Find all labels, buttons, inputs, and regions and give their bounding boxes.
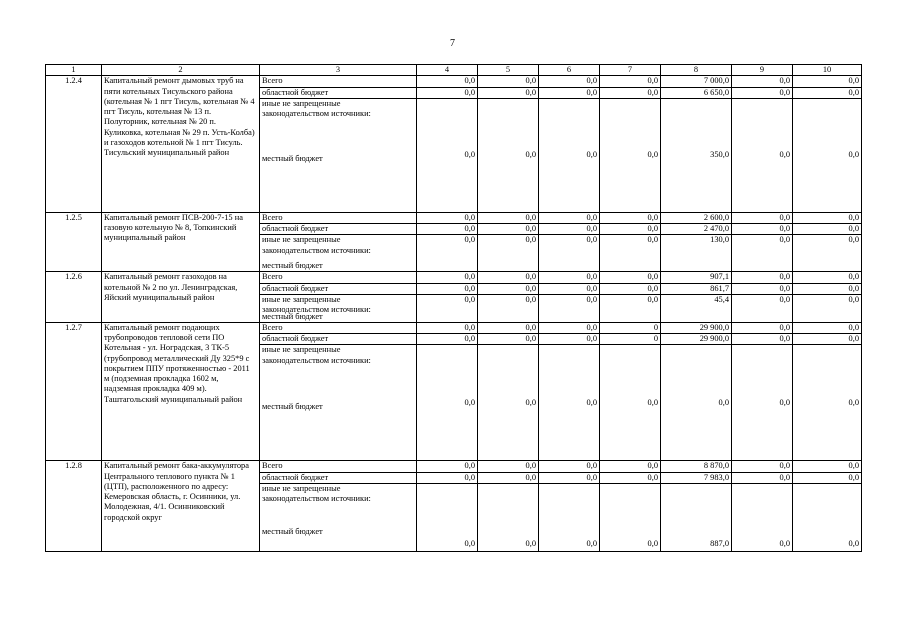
table-row xyxy=(46,322,862,333)
source-local-label: местный бюджет xyxy=(262,526,323,536)
value-cell: 0,0 xyxy=(478,472,539,483)
source-other-line: иные не запрещенные xyxy=(262,345,341,355)
value-cell: 0,0 xyxy=(478,235,539,272)
header-cell: 4 xyxy=(417,65,478,76)
value-cell: 0,0 xyxy=(539,322,600,333)
value-cell: 0,0 xyxy=(732,235,793,272)
value-cell: 0,0 xyxy=(732,294,793,322)
value-cell: 0,0 xyxy=(478,461,539,472)
value-cell: 0,0 xyxy=(417,461,478,472)
value-cell: 0,0 xyxy=(600,283,661,294)
value-cell: 0,0 xyxy=(793,345,862,461)
source-other-line: законодательством источники: xyxy=(262,355,371,365)
value-cell: 0,0 xyxy=(539,87,600,98)
source-local-label: местный бюджет xyxy=(262,154,323,164)
item-name: Капитальный ремонт ПСВ-200-7-15 на газовую котельную № 8, Топкинский муниципальный район xyxy=(102,212,260,272)
value-cell: 6 650,0 xyxy=(661,87,732,98)
value-cell: 7 000,0 xyxy=(661,76,732,87)
value-cell: 0,0 xyxy=(732,76,793,87)
value-cell: 861,7 xyxy=(661,283,732,294)
source-other-label xyxy=(262,235,414,256)
source-other-cell xyxy=(260,98,417,212)
value-cell: 8 870,0 xyxy=(661,461,732,472)
page-number: 7 xyxy=(450,38,455,49)
source-other-line: иные не запрещенные xyxy=(262,294,341,304)
source-total-label: Всего xyxy=(260,76,417,87)
source-other-cell xyxy=(260,483,417,551)
item-name: Капитальный ремонт газоходов на котельной № 2 по ул. Ленинградская, Яйский муниципальный район xyxy=(102,272,260,323)
value-cell: 0,0 xyxy=(732,283,793,294)
value-cell: 887,0 xyxy=(661,483,732,551)
value-cell: 0,0 xyxy=(793,461,862,472)
value-cell: 0,0 xyxy=(417,76,478,87)
item-code: 1.2.8 xyxy=(46,461,102,552)
header-cell: 9 xyxy=(732,65,793,76)
source-other-cell xyxy=(260,294,417,322)
source-other-line: законодательством источники: xyxy=(262,109,371,118)
value-cell: 0,0 xyxy=(661,345,732,461)
value-cell: 0,0 xyxy=(793,334,862,345)
header-cell: 7 xyxy=(600,65,661,76)
item-code: 1.2.7 xyxy=(46,322,102,461)
value-cell: 0,0 xyxy=(539,272,600,283)
value-cell: 45,4 xyxy=(661,294,732,322)
source-regional-label: областной бюджет xyxy=(260,334,417,345)
value-cell: 0,0 xyxy=(478,272,539,283)
header-row xyxy=(46,65,862,76)
value-cell: 0,0 xyxy=(539,235,600,272)
source-total-label: Всего xyxy=(260,461,417,472)
source-other-line: иные не запрещенные xyxy=(262,98,341,108)
value-cell: 350,0 xyxy=(661,98,732,212)
value-cell: 29 900,0 xyxy=(661,334,732,345)
value-cell: 0,0 xyxy=(417,322,478,333)
source-local-label: местный бюджет xyxy=(262,401,323,411)
value-cell: 0,0 xyxy=(793,98,862,212)
value-cell: 0,0 xyxy=(793,483,862,551)
source-other-label xyxy=(262,484,414,505)
value-cell: 0,0 xyxy=(793,224,862,235)
value-cell: 0,0 xyxy=(600,212,661,223)
value-cell: 0,0 xyxy=(732,322,793,333)
value-cell: 0,0 xyxy=(417,294,478,322)
value-cell: 0,0 xyxy=(478,212,539,223)
budget-table xyxy=(45,64,862,552)
value-cell: 0,0 xyxy=(732,472,793,483)
value-cell: 0,0 xyxy=(600,76,661,87)
value-cell: 0,0 xyxy=(539,345,600,461)
value-cell: 0,0 xyxy=(600,472,661,483)
header-cell: 8 xyxy=(661,65,732,76)
source-local-label: местный бюджет xyxy=(262,261,323,270)
value-cell: 0,0 xyxy=(539,483,600,551)
source-regional-label: областной бюджет xyxy=(260,283,417,294)
value-cell: 0,0 xyxy=(600,272,661,283)
value-cell: 0,0 xyxy=(793,87,862,98)
value-cell: 0,0 xyxy=(539,212,600,223)
value-cell: 0,0 xyxy=(793,472,862,483)
value-cell: 0,0 xyxy=(478,334,539,345)
value-cell: 0,0 xyxy=(600,235,661,272)
value-cell: 0,0 xyxy=(417,235,478,272)
value-cell: 0,0 xyxy=(600,483,661,551)
value-cell: 2 470,0 xyxy=(661,224,732,235)
value-cell: 0,0 xyxy=(539,334,600,345)
value-cell: 0,0 xyxy=(793,76,862,87)
value-cell: 0,0 xyxy=(732,334,793,345)
value-cell: 0,0 xyxy=(478,322,539,333)
source-total-label: Всего xyxy=(260,212,417,223)
value-cell: 0,0 xyxy=(600,87,661,98)
value-cell: 0,0 xyxy=(478,283,539,294)
value-cell: 0,0 xyxy=(478,294,539,322)
header-cell: 5 xyxy=(478,65,539,76)
value-cell: 0,0 xyxy=(793,212,862,223)
source-regional-label: областной бюджет xyxy=(260,224,417,235)
value-cell: 0,0 xyxy=(417,272,478,283)
source-other-line: законодательством источники: xyxy=(262,494,371,503)
value-cell: 0,0 xyxy=(478,76,539,87)
value-cell: 0 xyxy=(600,334,661,345)
source-total-label: Всего xyxy=(260,272,417,283)
value-cell: 0,0 xyxy=(478,345,539,461)
source-regional-label: областной бюджет xyxy=(260,472,417,483)
value-cell: 130,0 xyxy=(661,235,732,272)
item-code: 1.2.4 xyxy=(46,76,102,213)
item-name: Капитальный ремонт подающих трубопроводов тепловой сети ПО Котельная - ул. Ноградская, 3 ТК-5 (трубопровод металлический Ду 325*9 с покрытием ППУ протяженностью - 2011 м (подземная прокладка 1602 м, надземная прокладка 409 м). Таштагольский муниципальный район xyxy=(102,322,260,461)
item-name: Капитальный ремонт бака-аккумулятора Центрального теплового пункта № 1 (ЦТП), расположенного по адресу: Кемеровская область, г. Осинники, ул. Молодежная, 4/1. Осинниковский городской округ xyxy=(102,461,260,552)
value-cell: 0,0 xyxy=(600,98,661,212)
value-cell: 0,0 xyxy=(732,483,793,551)
table-row xyxy=(46,461,862,472)
source-regional-label: областной бюджет xyxy=(260,87,417,98)
value-cell: 0,0 xyxy=(539,224,600,235)
value-cell: 0,0 xyxy=(600,224,661,235)
value-cell: 0 xyxy=(600,322,661,333)
value-cell: 0,0 xyxy=(417,98,478,212)
value-cell: 0,0 xyxy=(732,87,793,98)
value-cell: 0,0 xyxy=(732,98,793,212)
value-cell: 0,0 xyxy=(732,461,793,472)
value-cell: 0,0 xyxy=(539,461,600,472)
source-other-line: иные не запрещенные xyxy=(262,483,341,493)
source-other-line: иные не запрещенные xyxy=(262,235,341,245)
source-local-label: местный бюджет xyxy=(262,311,323,321)
value-cell: 0,0 xyxy=(417,224,478,235)
value-cell: 0,0 xyxy=(600,461,661,472)
value-cell: 0,0 xyxy=(793,235,862,272)
header-cell: 1 xyxy=(46,65,102,76)
value-cell: 0,0 xyxy=(539,283,600,294)
source-other-cell xyxy=(260,345,417,461)
value-cell: 0,0 xyxy=(793,283,862,294)
item-name: Капитальный ремонт дымовых труб на пяти котельных Тисульского района (котельная № 1 пгт Тисуль, котельная № 4 пгт Тисуль, котельная № 13 п. Полуторник, котельная № 20 п. Куликовка, котельная № 29 п. Усть-Колба) и газоходов котельной № 1 пгт Тисуль. Тисульский муниципальный район xyxy=(102,76,260,213)
item-code: 1.2.6 xyxy=(46,272,102,323)
source-other-line: законодательством источники: xyxy=(262,245,371,255)
source-other-line: законодательством источники: xyxy=(262,305,371,314)
value-cell: 0,0 xyxy=(600,294,661,322)
value-cell: 907,1 xyxy=(661,272,732,283)
value-cell: 0,0 xyxy=(417,87,478,98)
value-cell: 0,0 xyxy=(732,272,793,283)
value-cell: 0,0 xyxy=(478,98,539,212)
item-code: 1.2.5 xyxy=(46,212,102,272)
value-cell: 0,0 xyxy=(793,322,862,333)
value-cell: 2 600,0 xyxy=(661,212,732,223)
value-cell: 0,0 xyxy=(539,98,600,212)
value-cell: 0,0 xyxy=(417,212,478,223)
header-cell: 3 xyxy=(260,65,417,76)
value-cell: 0,0 xyxy=(539,76,600,87)
source-other-label xyxy=(262,99,414,120)
value-cell: 0,0 xyxy=(417,345,478,461)
header-cell: 10 xyxy=(793,65,862,76)
value-cell: 0,0 xyxy=(732,224,793,235)
value-cell: 0,0 xyxy=(793,294,862,322)
value-cell: 0,0 xyxy=(732,212,793,223)
value-cell: 0,0 xyxy=(417,334,478,345)
value-cell: 29 900,0 xyxy=(661,322,732,333)
table-row xyxy=(46,76,862,87)
table-row xyxy=(46,212,862,223)
value-cell: 0,0 xyxy=(732,345,793,461)
source-total-label: Всего xyxy=(260,322,417,333)
value-cell: 7 983,0 xyxy=(661,472,732,483)
source-other-cell xyxy=(260,235,417,272)
value-cell: 0,0 xyxy=(478,87,539,98)
table-body xyxy=(46,65,862,552)
value-cell: 0,0 xyxy=(417,283,478,294)
source-other-label xyxy=(262,345,414,366)
value-cell: 0,0 xyxy=(793,272,862,283)
value-cell: 0,0 xyxy=(600,345,661,461)
value-cell: 0,0 xyxy=(539,472,600,483)
table-row xyxy=(46,272,862,283)
value-cell: 0,0 xyxy=(539,294,600,322)
value-cell: 0,0 xyxy=(417,483,478,551)
header-cell: 6 xyxy=(539,65,600,76)
header-cell: 2 xyxy=(102,65,260,76)
value-cell: 0,0 xyxy=(478,483,539,551)
value-cell: 0,0 xyxy=(417,472,478,483)
value-cell: 0,0 xyxy=(478,224,539,235)
